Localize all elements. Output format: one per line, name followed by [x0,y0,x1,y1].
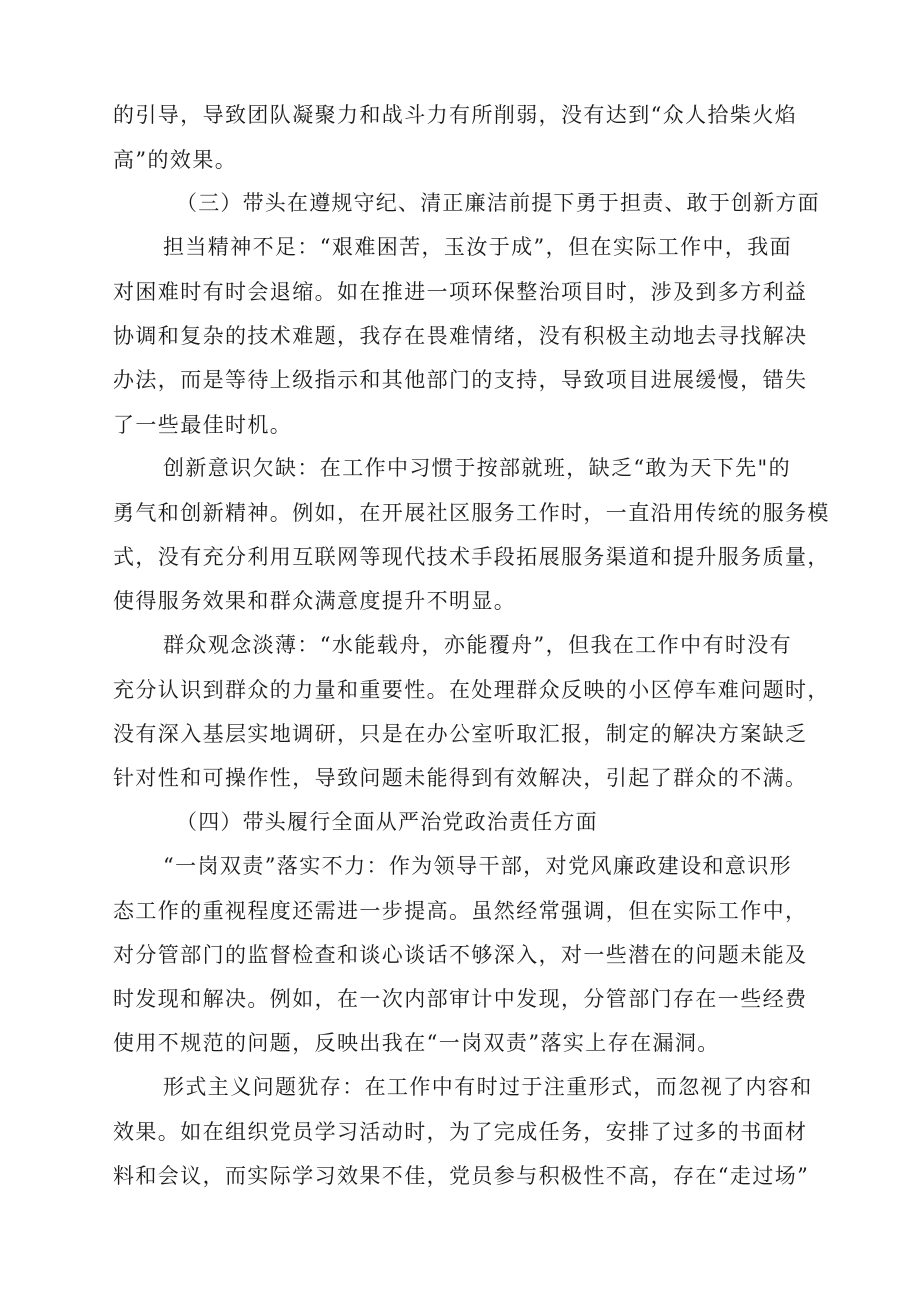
text-line-20: 对分管部门的监督检查和谈心谈话不够深入，对一些潜在的问题未能及 [113,943,808,967]
paragraph-start-line-4: 担当精神不足：“艰难困苦，玉汝于成”，但在实际工作中，我面 [163,235,793,259]
paragraph-start-line-9: 创新意识欠缺：在工作中习惯于按部就班，缺乏“敢为天下先"的 [163,456,791,480]
text-line-5: 对困难时有时会退缩。如在推进一项环保整治项目时，涉及到多方利益 [113,280,808,304]
text-line-16: 针对性和可操作性，导致问题未能得到有效解决，引起了群众的不满。 [113,766,808,790]
text-line-8: 了一些最佳时机。 [113,413,293,437]
text-line-2: 高”的效果。 [113,148,238,172]
paragraph-start-line-23: 形式主义问题犹存：在工作中有时过于注重形式，而忽视了内容和 [163,1075,813,1099]
text-line-10: 勇气和创新精神。例如，在开展社区服务工作时，一直沿用传统的服务模 [113,501,830,525]
text-line-24: 效果。如在组织党员学习活动时，为了完成任务，安排了过多的书面材 [113,1120,808,1144]
text-line-1: 的引导，导致团队凝聚力和战斗力有所削弱，没有达到“众人拾柴火焰 [113,103,798,127]
paragraph-start-line-18: “一岗双责”落实不力：作为领导干部，对党风廉政建设和意识形 [163,854,793,878]
text-line-25: 料和会议，而实际学习效果不佳，党员参与积极性不高，存在“走过场” [113,1164,810,1188]
text-line-15: 没有深入基层实地调研，只是在办公室听取汇报，制定的解决方案缺乏 [113,722,808,746]
text-line-11: 式，没有充分利用互联网等现代技术手段拓展服务渠道和提升服务质量， [113,545,830,569]
text-line-22: 使用不规范的问题，反映出我在“一岗双责”落实上存在漏洞。 [113,1031,720,1055]
text-line-12: 使得服务效果和群众满意度提升不明显。 [113,589,517,613]
paragraph-start-line-13: 群众观念淡薄：“水能载舟，亦能覆舟”，但我在工作中有时没有 [163,633,793,657]
text-line-7: 办法，而是等待上级指示和其他部门的支持，导致项目进展缓慢，错失 [113,368,808,392]
text-line-21: 时发现和解决。例如，在一次内部审计中发现，分管部门存在一些经费 [113,987,808,1011]
section-heading-17: （四）带头履行全面从严治党政治责任方面 [176,810,598,834]
text-line-19: 态工作的重视程度还需进一步提高。虽然经常强调，但在实际工作中， [113,899,808,923]
text-line-6: 协调和复杂的技术难题，我存在畏难情绪，没有积极主动地去寻找解决 [113,324,808,348]
section-heading-3: （三）带头在遵规守纪、清正廉洁前提下勇于担责、敢于创新方面 [176,191,820,215]
text-line-14: 充分认识到群众的力量和重要性。在处理群众反映的小区停车难问题时， [113,678,830,702]
